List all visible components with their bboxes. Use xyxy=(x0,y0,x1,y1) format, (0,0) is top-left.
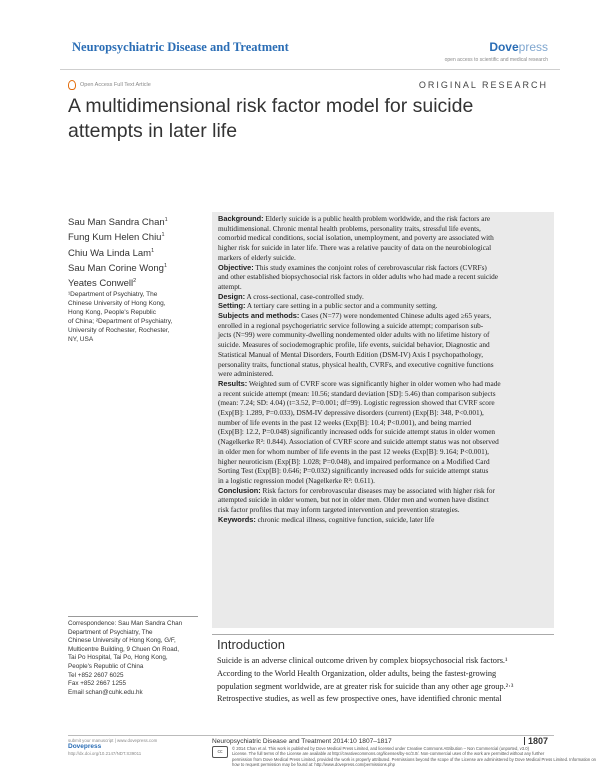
affiliation-line: Hong Kong, People's Republic xyxy=(68,309,156,316)
affiliation-line: NY, USA xyxy=(68,336,94,343)
abstract-text: This study examines the conjoint roles of cerebrovascular risk factors (CVRFs) xyxy=(253,262,487,272)
abstract-section-label: Results: xyxy=(218,378,248,388)
abstract-line xyxy=(218,263,550,273)
affiliation-line: ¹Department of Psychiatry, The xyxy=(68,291,158,298)
header-divider xyxy=(60,69,560,70)
abstract-line xyxy=(218,214,550,224)
abstract-line xyxy=(218,321,550,331)
abstract-text: (Exp[B]: 12.2, P=0.048) significantly increased odds for suicide attempt status in older women xyxy=(218,427,496,437)
abstract-section-label: Objective: xyxy=(218,262,254,272)
abstract-line xyxy=(218,340,550,350)
intro-line: Suicide is an adverse clinical outcome driven by complex biopsychosocial risk factors.¹ xyxy=(217,656,508,665)
abstract-text: attempt. xyxy=(218,281,242,291)
author-list xyxy=(68,214,168,291)
correspondence-line: Department of Psychiatry, The xyxy=(68,628,153,636)
abstract-text: chronic medical illness, cognitive function, suicide, later life xyxy=(255,514,435,524)
abstract-line xyxy=(218,282,550,292)
abstract-text: suicide. Measures of sociodemographic profile, life events, suicidal behavior, Diagnostic and xyxy=(218,340,490,350)
intro-line: population segment worldwide, are at greater risk for suicide than any other age group.²·³ xyxy=(217,681,514,691)
abstract-text: in a logistic regression model (Nagelkerke R²: 0.611). xyxy=(218,475,375,485)
correspondence xyxy=(68,620,218,697)
abstract-text: (Exp[B]: 1.289, P=0.033), DSM-IV depressive disorders (current) (Exp[B]: 348, P<0.001), xyxy=(218,408,484,418)
correspondence-line: Chinese University of Hong Kong, G/F, xyxy=(68,637,176,645)
article-title xyxy=(68,94,548,144)
abstract-text: risk factor profiles that may inform targeted intervention and prevention strategies. xyxy=(218,505,460,515)
correspondence-line: People's Republic of China xyxy=(68,662,144,670)
intro-line: According to the World Health Organization, older adults, being the fastest-growing xyxy=(217,668,497,678)
abstract-line xyxy=(218,486,550,496)
affiliation-line: University of Rochester, Rochester, xyxy=(68,327,170,334)
abstract-line xyxy=(218,272,550,282)
abstract-line xyxy=(218,515,550,525)
abstract-section-label: Design: xyxy=(218,291,246,301)
author: Sau Man Sandra Chan$^1$ xyxy=(68,217,168,229)
footer-journal-info: Neuropsychiatric Disease and Treatment 2014:10 1807–1817 xyxy=(212,738,392,745)
abstract-text: Elderly suicide is a public health problem worldwide, and the risk factors are xyxy=(263,214,491,223)
intro-divider xyxy=(212,634,554,635)
correspondence-line: Tel +852 2607 6025 xyxy=(68,671,124,679)
footer-publisher: Dovepress xyxy=(68,743,102,751)
abstract-line xyxy=(218,408,550,418)
abstract-line xyxy=(218,379,550,389)
correspondence-line: Tai Po Hospital, Tai Po, Hong Kong, xyxy=(68,654,168,662)
abstract-text: higher neuroticism (Exp[B]: 1.028; P=0.048), and impaired performance on a Modified Card xyxy=(218,456,490,466)
abstract-text: in older men for whom number of life events in the past 12 weeks (Exp[B]: 9.164; P<0.001), xyxy=(218,446,490,456)
correspondence-line: Multicentre Building, 9 Chuen On Road, xyxy=(68,645,179,653)
abstract-line xyxy=(218,398,550,408)
abstract-section-label: Conclusion: xyxy=(218,485,261,495)
affiliations xyxy=(68,290,208,344)
author: Sau Man Corine Wong$^1$ xyxy=(68,263,167,275)
abstract xyxy=(218,214,550,525)
abstract-section-label: Subjects and methods: xyxy=(218,311,300,321)
abstract-text: personality traits, functional status, physical health, CVRFs, and executive cognitive functions xyxy=(218,359,494,369)
abstract-section-label: Keywords: xyxy=(218,514,256,524)
abstract-text: higher risk for suicide in later life. There was a relative paucity of data on the neurobiological xyxy=(218,243,492,253)
abstract-line xyxy=(218,301,550,311)
abstract-line xyxy=(218,457,550,467)
license-text xyxy=(232,746,596,768)
intro-body xyxy=(217,655,555,706)
abstract-text: Statistical Manual of Mental Disorders, Fourth Edition (DSM-IV) Axis I psychopathology, xyxy=(218,349,484,359)
publisher-logo-main: Dove xyxy=(489,40,519,54)
abstract-line xyxy=(218,233,550,243)
abstract-text: Risk factors for cerebrovascular diseases may be associated with higher risk for xyxy=(260,485,495,495)
abstract-line xyxy=(218,495,550,505)
abstract-text: and other established biopsychosocial risk factors in older adults who had made a recent suicide xyxy=(218,272,499,282)
license-line: how to request permission may be found at: http://www.dovepress.com/permissions.php xyxy=(232,762,395,768)
abstract-line xyxy=(218,418,550,428)
publisher-logo xyxy=(489,40,548,54)
title-line: A multidimensional risk factor model for suicide xyxy=(68,95,474,117)
license-block xyxy=(212,746,597,768)
abstract-text: comorbid medical conditions, social isolation, unemployment, and poverty are associated with xyxy=(218,233,494,243)
abstract-line xyxy=(218,360,550,370)
author: Chiu Wa Linda Lam$^1$ xyxy=(68,247,155,259)
intro-heading: Introduction xyxy=(217,637,285,652)
author: Fung Kum Helen Chiu$^1$ xyxy=(68,232,165,244)
intro-line: Retrospective studies, as well as few prospective ones, have identified chronic mental xyxy=(217,694,502,704)
publisher-tagline: open access to scientific and medical research xyxy=(444,57,548,63)
abstract-text: Weighted sum of CVRF score was significantly higher in older women who had made xyxy=(247,378,501,388)
abstract-line xyxy=(218,466,550,476)
correspondence-line: Fax +852 2667 1255 xyxy=(68,680,126,688)
affiliation-line: Chinese University of Hong Kong, xyxy=(68,300,166,307)
author: Yeates Conwell$^2$ xyxy=(68,278,137,290)
abstract-text: (Nagelkerke R²: 0.844). Association of CVRF score and suicide attempt status was not observed xyxy=(218,437,499,447)
page-number: 1807 xyxy=(524,736,548,746)
abstract-line xyxy=(218,389,550,399)
license-line: permission from Dove Medical Press Limited, provided the work is properly attributed. Permissions beyond the scope of the License are administered by Dove Medical Press Limited. Information on xyxy=(232,756,597,762)
abstract-line xyxy=(218,292,550,302)
open-access-lock-icon xyxy=(68,80,76,90)
abstract-line xyxy=(218,427,550,437)
abstract-line xyxy=(218,253,550,263)
license-line: License. The full terms of the License are available at http://creativecommons.org/licenses/by-nc/3.0/. Non-commercial uses of the work are permitted without any further xyxy=(232,751,545,757)
abstract-text: were administered. xyxy=(218,369,274,379)
abstract-text: a recent suicide attempt (mean: 10.56; standard deviation [SD]: 5.46) than comparison subjects xyxy=(218,388,496,398)
abstract-text: markers of elderly suicide. xyxy=(218,252,296,262)
abstract-text: number of life events in the past 12 weeks (Exp[B]: 10.4; P<0.001), and being married xyxy=(218,417,472,427)
footer-left xyxy=(68,738,157,757)
abstract-line xyxy=(218,224,550,234)
correspondence-email[interactable]: Email schan@cuhk.edu.hk xyxy=(68,688,143,696)
abstract-text: multidimensional. Chronic mental health problems, personality traits, stressful life events, xyxy=(218,223,481,233)
abstract-text: Cases (N=77) were nondemented Chinese adults aged ≥65 years, xyxy=(299,311,492,321)
abstract-text: enrolled in a regional psychogeriatric service following a suicide attempt; comparison sub- xyxy=(218,320,484,330)
license-line: © 2014 Chan et al. This work is published by Dove Medical Press Limited, and licensed under Creative Commons Attribution – Non Commercial (unported, v3.0) xyxy=(232,746,529,751)
title-line: attempts in later life xyxy=(68,120,238,142)
open-access-text: Open Access Full Text Article xyxy=(80,82,151,88)
journal-name: Neuropsychiatric Disease and Treatment xyxy=(72,40,289,54)
abstract-text: jects (N=99) were community-dwelling nondemented older adults with no lifetime history of xyxy=(218,330,490,340)
abstract-line xyxy=(218,350,550,360)
open-access-label xyxy=(68,80,151,90)
abstract-line xyxy=(218,369,550,379)
footer-divider xyxy=(68,735,554,736)
abstract-line xyxy=(218,447,550,457)
doi-link[interactable]: http://dx.doi.org/10.2147/NDT.S39011 xyxy=(68,750,142,756)
affiliation-line: of China; ²Department of Psychiatry, xyxy=(68,318,173,325)
section-label: ORIGINAL RESEARCH xyxy=(418,80,548,90)
abstract-line xyxy=(218,437,550,447)
publisher-logo-suffix: press xyxy=(518,40,548,54)
abstract-text: A tertiary care setting in a public sector and a community setting. xyxy=(245,301,438,311)
abstract-text: (mean: 7.24; SD: 4.04) (t=3.52, P=0.001; df=99). Logistic regression showed that CVRF score xyxy=(218,398,495,408)
correspondence-divider xyxy=(68,616,198,617)
abstract-line xyxy=(218,243,550,253)
abstract-section-label: Background: xyxy=(218,214,264,223)
abstract-text: Sorting Test (Exp[B]: 0.646; P=0.032) significantly increased odds for suicide attempt status xyxy=(218,466,489,476)
abstract-text: A cross-sectional, case-controlled study. xyxy=(245,291,364,301)
abstract-line xyxy=(218,330,550,340)
abstract-line xyxy=(218,505,550,515)
correspondence-line: Correspondence: Sau Man Sandra Chan xyxy=(68,620,183,627)
abstract-line xyxy=(218,311,550,321)
creative-commons-icon: cc xyxy=(212,746,228,758)
submit-manuscript-link[interactable]: submit your manuscript | www.dovepress.com xyxy=(68,738,158,743)
abstract-text: attempted suicide in older women, but not in older men. Older men and women have distinct xyxy=(218,495,489,505)
abstract-line xyxy=(218,476,550,486)
abstract-section-label: Setting: xyxy=(218,301,246,311)
page-number-bar xyxy=(524,737,525,745)
